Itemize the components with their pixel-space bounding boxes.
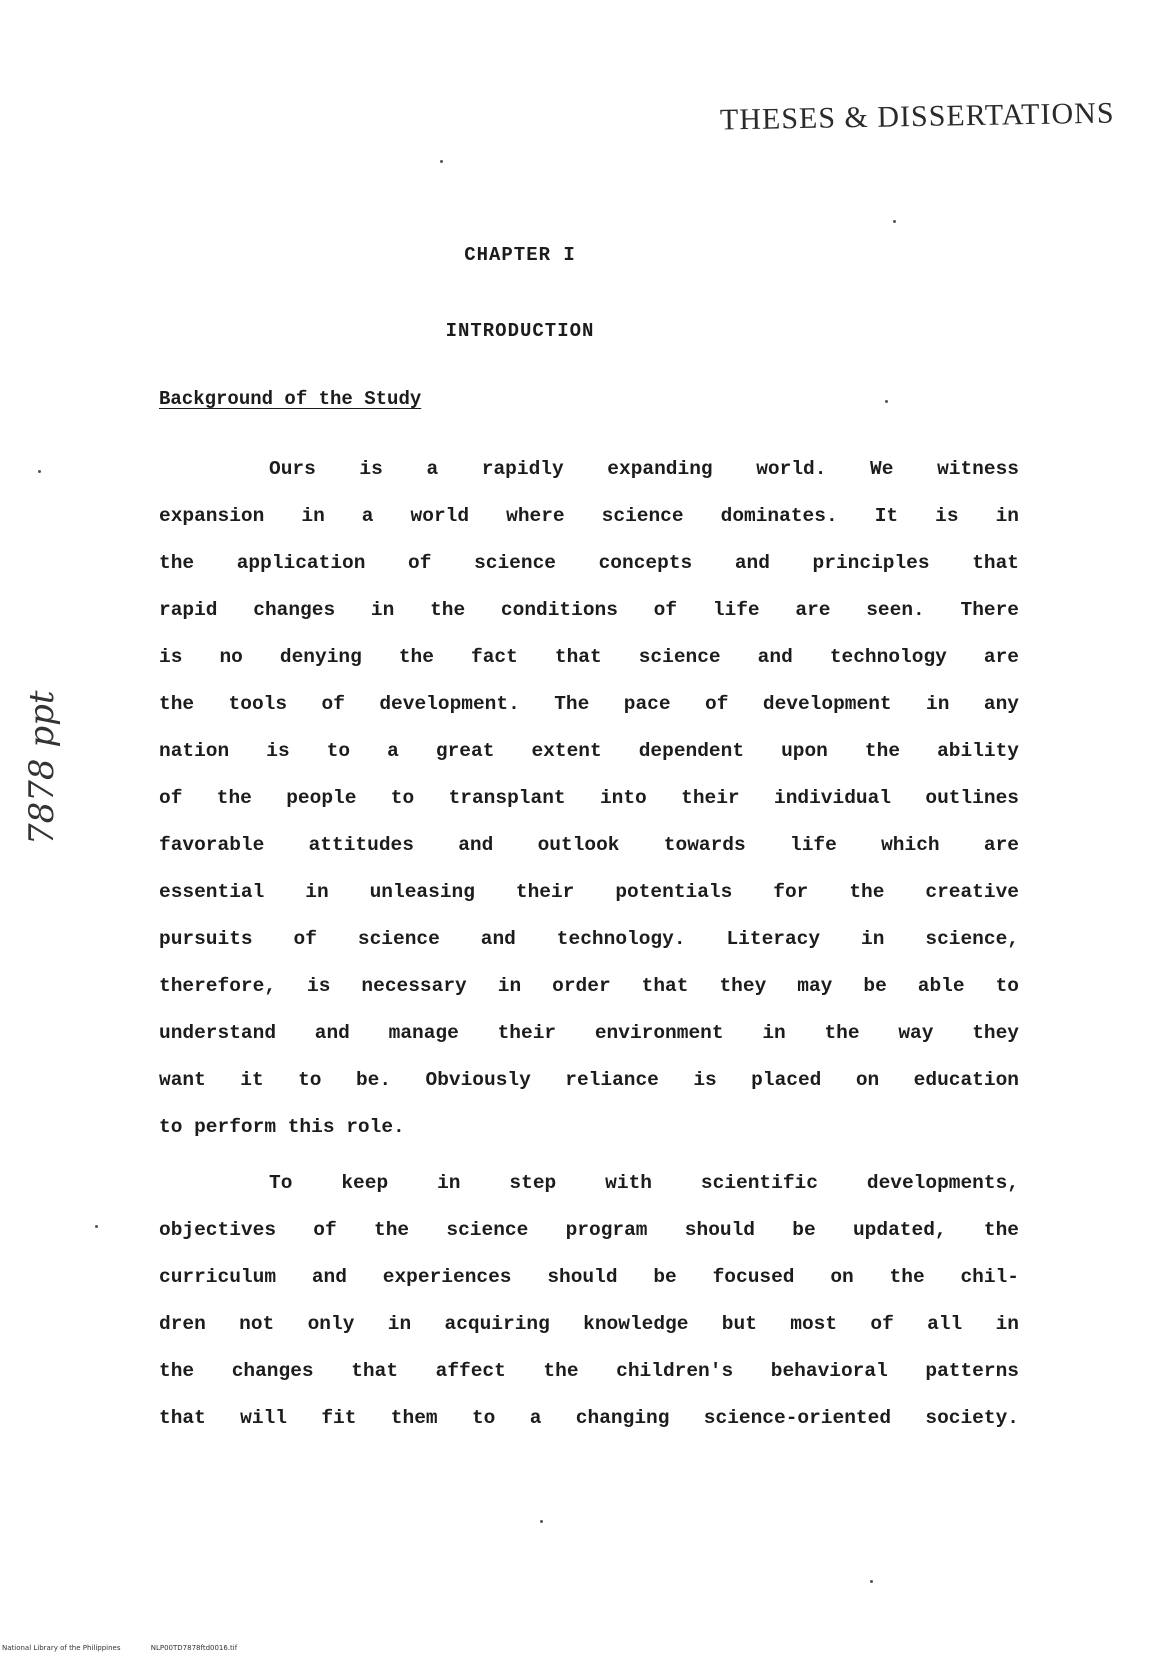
paragraph-line: the changes that affect the children's behavioral patterns bbox=[159, 1360, 1019, 1382]
scan-speck bbox=[95, 1225, 98, 1228]
handwritten-margin-note: 7878 ppt bbox=[22, 690, 62, 845]
paragraph-line: curriculum and experiences should be focused on the chil- bbox=[159, 1266, 1019, 1288]
paragraph-line: is no denying the fact that science and technology are bbox=[159, 646, 1019, 668]
paragraph-line: want it to be. Obviously reliance is placed on education bbox=[159, 1069, 1019, 1091]
chapter-heading: CHAPTER I bbox=[464, 244, 576, 266]
paragraph-line: the application of science concepts and principles that bbox=[159, 552, 1019, 574]
paragraph-line: rapid changes in the conditions of life are seen. There bbox=[159, 599, 1019, 621]
scan-speck bbox=[38, 470, 41, 473]
paragraph-line: essential in unleasing their potentials for the creative bbox=[159, 881, 1019, 903]
paragraph-line: Ours is a rapidly expanding world. We witness bbox=[269, 458, 1019, 480]
subsection-heading: Background of the Study bbox=[159, 388, 422, 410]
paragraph-line: of the people to transplant into their individual outlines bbox=[159, 787, 1019, 809]
section-heading: INTRODUCTION bbox=[445, 320, 595, 342]
footer-filename: NLP00TD7878ftd0016.tif bbox=[150, 1644, 238, 1652]
scan-speck bbox=[870, 1580, 873, 1583]
footer-library: National Library of the Philippines bbox=[2, 1644, 121, 1652]
scan-speck bbox=[540, 1520, 543, 1523]
paragraph-2 bbox=[159, 1160, 1019, 1442]
paragraph-line: understand and manage their environment in the way they bbox=[159, 1022, 1019, 1044]
scan-speck bbox=[440, 160, 443, 163]
paragraph-line: To keep in step with scientific developments, bbox=[269, 1172, 1019, 1194]
paragraph-line: the tools of development. The pace of development in any bbox=[159, 693, 1019, 715]
scan-speck bbox=[885, 400, 888, 403]
paragraph-line: nation is to a great extent dependent upon the ability bbox=[159, 740, 1019, 762]
paragraph-line: to perform this role. bbox=[159, 1116, 405, 1138]
scan-speck bbox=[893, 220, 896, 223]
paragraph-line: expansion in a world where science dominates. It is in bbox=[159, 505, 1019, 527]
paragraph-line: objectives of the science program should be updated, the bbox=[159, 1219, 1019, 1241]
scan-footer bbox=[2, 1644, 237, 1652]
paragraph-line: favorable attitudes and outlook towards life which are bbox=[159, 834, 1019, 856]
paragraph-line: therefore, is necessary in order that they may be able to bbox=[159, 975, 1019, 997]
paragraph-line: pursuits of science and technology. Literacy in science, bbox=[159, 928, 1019, 950]
theses-dissertations-stamp: THESES & DISSERTATIONS bbox=[719, 96, 1115, 137]
paragraph-1 bbox=[159, 446, 1019, 1151]
paragraph-line: that will fit them to a changing science-oriented society. bbox=[159, 1407, 1019, 1429]
paragraph-line: dren not only in acquiring knowledge but most of all in bbox=[159, 1313, 1019, 1335]
